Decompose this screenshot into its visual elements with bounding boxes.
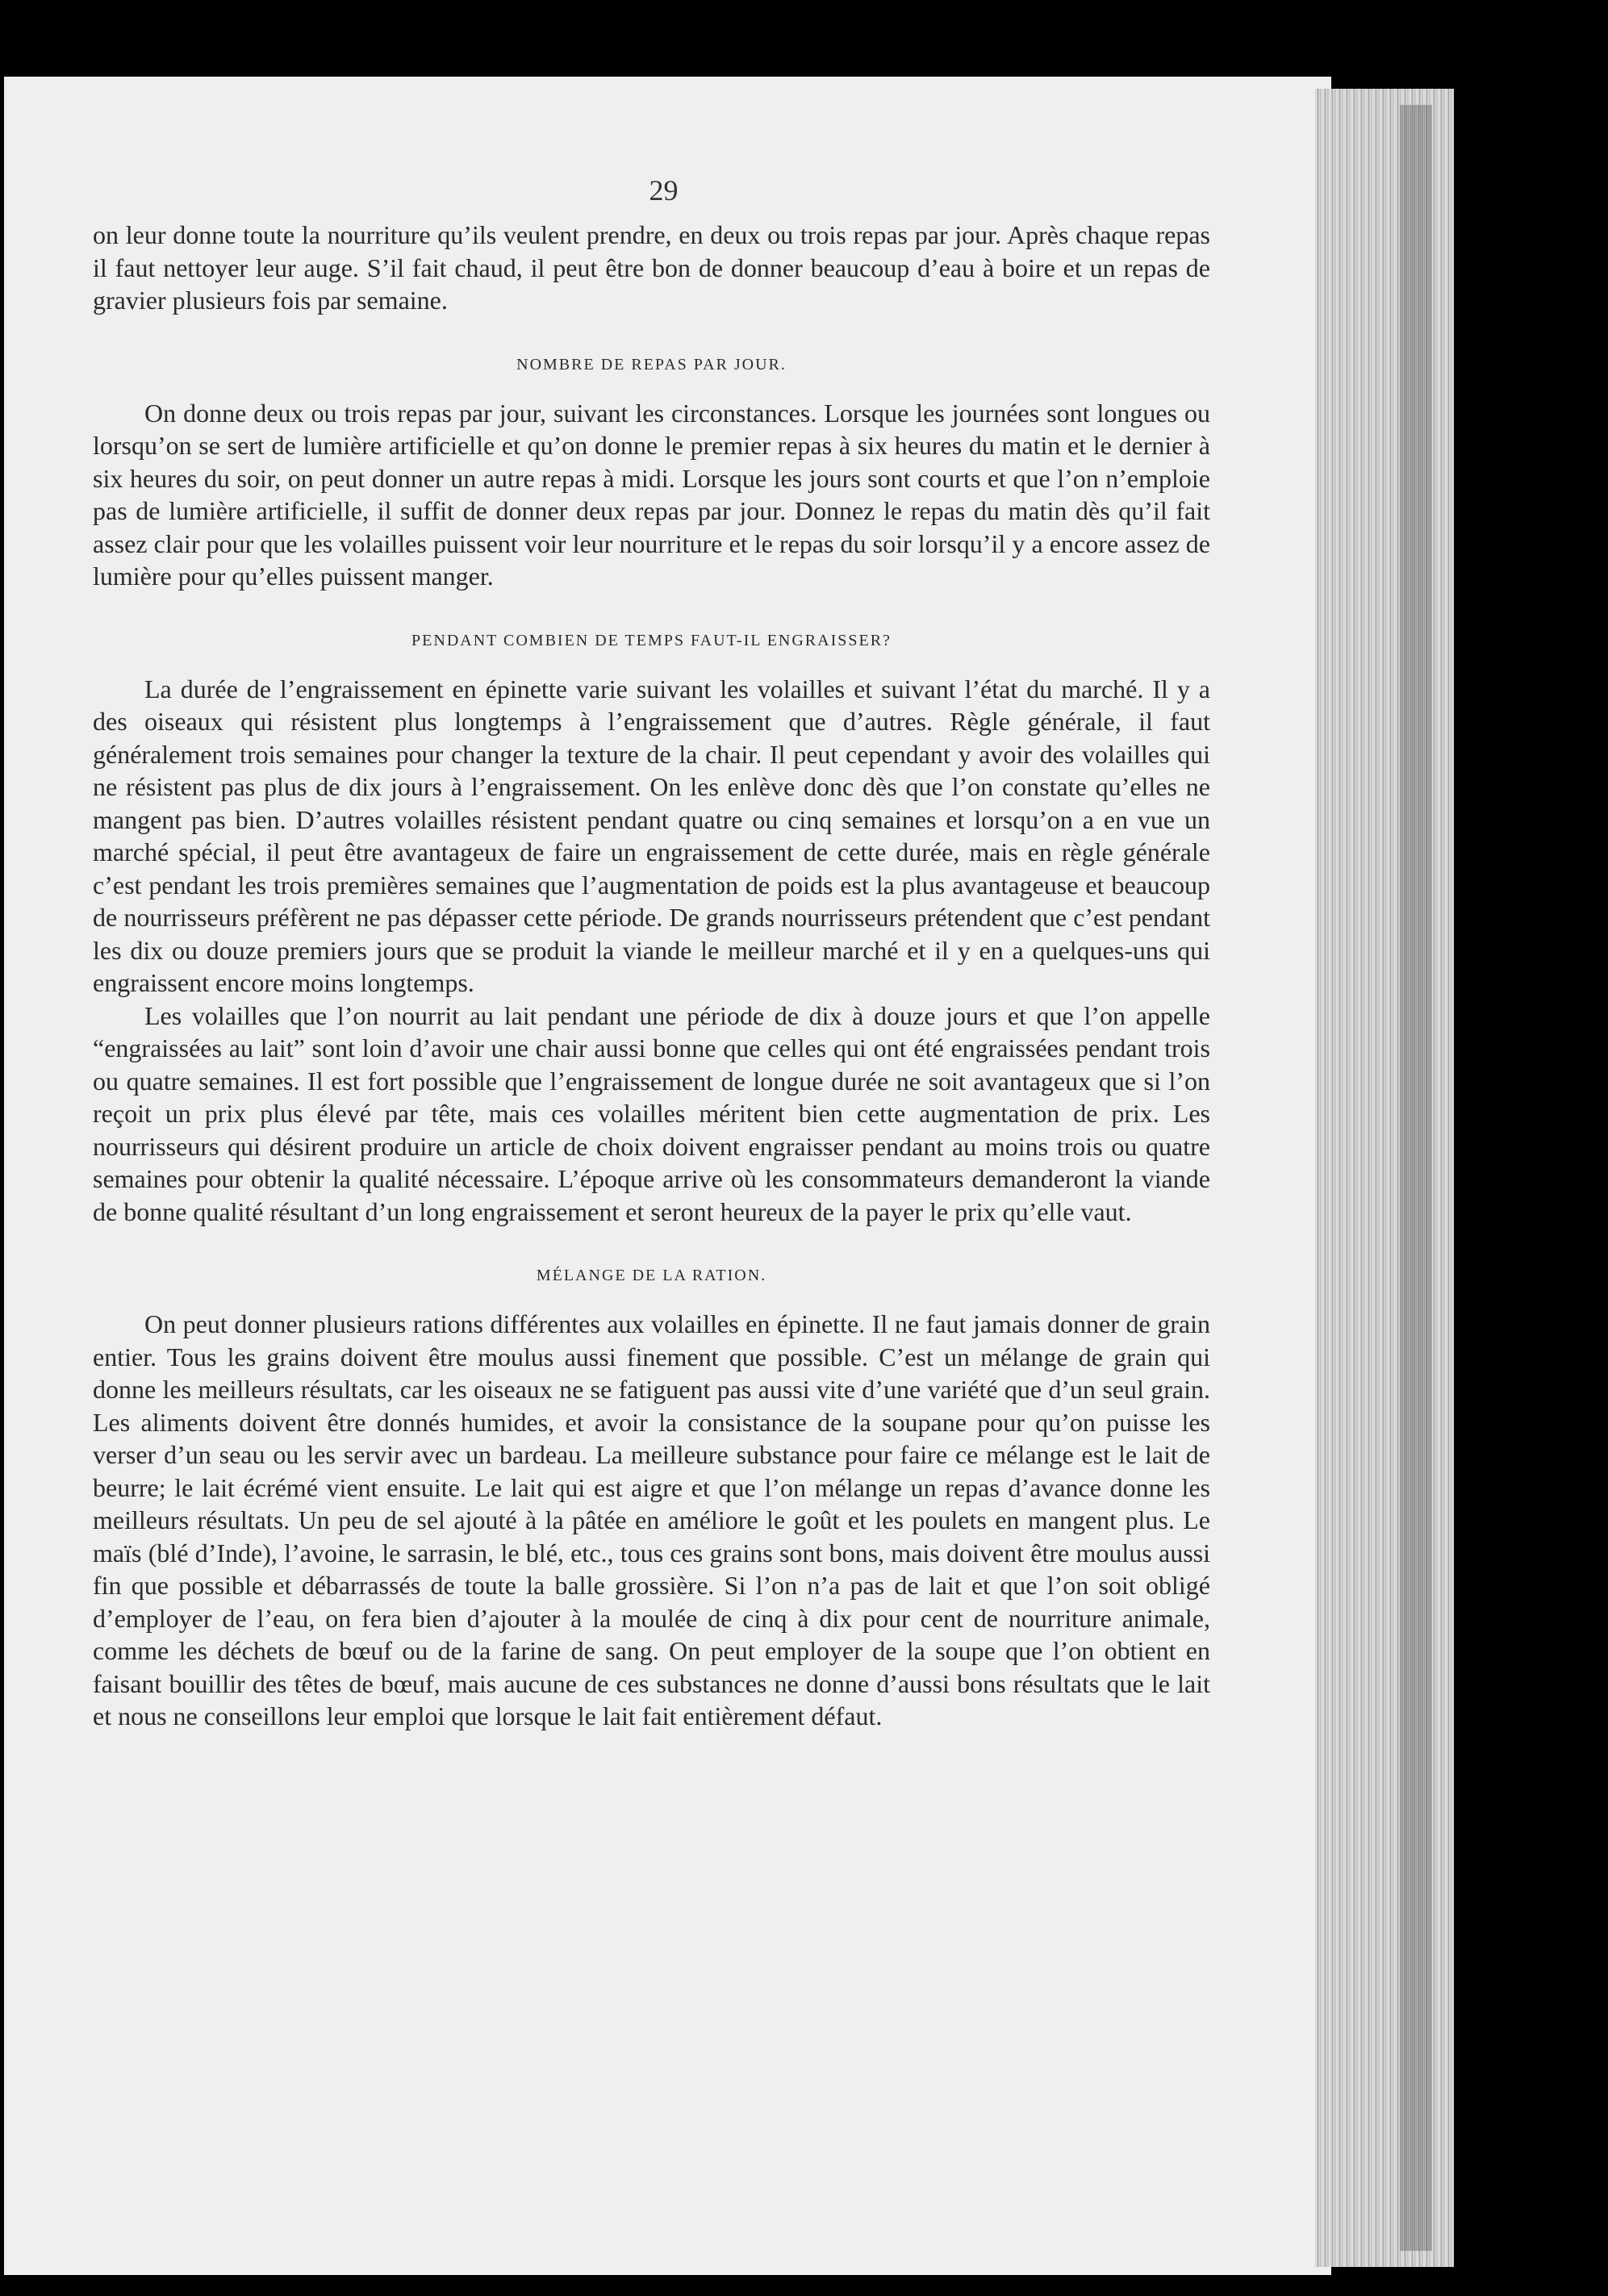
section-duree-engraissement: [93, 632, 1210, 1229]
section-intro: [93, 219, 1210, 317]
book-page-edges-shadow: [1400, 105, 1432, 2251]
section-heading: NOMBRE DE REPAS PAR JOUR.: [516, 355, 787, 374]
book-page-edges: [1315, 89, 1454, 2267]
paragraph: On peut donner plusieurs rations différentes aux volailles en épinette. Il ne faut jamais donner de grain entier. Tous les grains doivent être moulus aussi finement que possible. C’est un mélange de grain qui donne les meilleurs résultats, car les oiseaux ne se fatiguent pas aussi vite d’une variété que d’un seul grain. Les aliments doivent être donnés humides, et avoir la consistance de la soupane pour qu’on puisse les verser d’un seau ou les servir avec un bardeau. La meilleure substance pour faire ce mélange est le lait de beurre; le lait écrémé vient ensuite. Le lait qui est aigre et que l’on mélange un repas d’avance donne les meilleurs résultats. Un peu de sel ajouté à la pâtée en améliore le goût et les poulets en mangent plus. Le maïs (blé d’Inde), l’avoine, le sarrasin, le blé, etc., tous ces grains sont bons, mais doivent être moulus aussi fin que possible et débarrassés de toute la balle grossière. Si l’on n’a pas de lait et que l’on soit obligé d’employer de l’eau, on fera bien d’ajouter à la moulée de cinq à dix pour cent de nourriture animale, comme les déchets de bœuf ou de la farine de sang. On peut employer de la soupe que l’on obtient en faisant bouillir des têtes de bœuf, mais aucune de ces substances ne donne d’aussi bons résultats que le lait et nous ne conseillons leur emploi que lorsque le lait fait entièrement défaut.: [93, 1309, 1210, 1730]
paragraph: La durée de l’engraissement en épinette varie suivant les volailles et suivant l’état du marché. Il y a des oiseaux qui résistent plus longtemps à l’engraissement que d’autres. Règle générale, il faut généralement trois semaines pour changer la texture de la chair. Il peut cependant y avoir des volailles qui ne résistent pas plus de dix jours à l’engraissement. On les enlève donc dès que l’on constate qu’elles ne mangent pas bien. D’autres volailles résistent pendant quatre ou cinq semaines et lorsqu’on a en vue un marché spécial, il peut être avantageux de faire un engraissement de cette durée, mais en règle générale c’est pendant les trois premières semaines que l’augmentation de poids est la plus avantageuse et beaucoup de nourrisseurs préfèrent ne pas dépasser cette période. De grands nourrisseurs prétendent que c’est pendant les dix ou douze premiers jours que se produit la viande le meilleur marché et il y en a quelques-uns qui engraissent encore moins longtemps.: [93, 674, 1210, 997]
scanned-page: [4, 77, 1331, 2275]
page-content: [93, 173, 1210, 1733]
section-heading: MÉLANGE DE LA RATION.: [536, 1267, 767, 1284]
paragraph: on leur donne toute la nourriture qu’ils veulent prendre, en deux ou trois repas par jour. Après chaque repas il faut nettoyer leur auge. S’il fait chaud, il peut être bon de donner beaucoup d’eau à boire et un repas de gravier plusieurs fois par semaine.: [93, 220, 1210, 315]
section-melange-ration: [93, 1267, 1210, 1733]
page-number: 29: [649, 174, 679, 207]
paragraph: Les volailles que l’on nourrit au lait pendant une période de dix à douze jours et que l’on appelle “engraissées au lait” sont loin d’avoir une chair aussi bonne que celles qui ont été engraissées pendant trois ou quatre semaines. Il est fort possible que l’engraissement de longue durée ne soit avantageux que si l’on reçoit un prix plus élevé par tête, mais ces volailles méritent bien cette augmentation de prix. Les nourrisseurs qui désirent produire un article de choix doivent engraisser pendant au moins trois ou quatre semaines pour obtenir la qualité nécessaire. L’époque arrive où les consommateurs demanderont la viande de bonne qualité résultant d’un long engraissement et seront heureux de la payer le prix qu’elle vaut.: [93, 1000, 1210, 1226]
section-heading: PENDANT COMBIEN DE TEMPS FAUT-IL ENGRAISSER?: [411, 631, 892, 649]
section-nombre-de-repas: [93, 356, 1210, 593]
paragraph: On donne deux ou trois repas par jour, suivant les circonstances. Lorsque les journées sont longues ou lorsqu’on se sert de lumière artificielle et qu’on donne le premier repas à six heures du matin et le dernier à six heures du soir, on peut donner un autre repas à midi. Lorsque les jours sont courts et que l’on n’emploie pas de lumière artificielle, il suffit de donner deux repas par jour. Donnez le repas du matin dès qu’il fait assez clair pour que les volailles puissent voir leur nourriture et le repas du soir lorsqu’il y a encore assez de lumière pour qu’elles puissent manger.: [93, 398, 1210, 591]
